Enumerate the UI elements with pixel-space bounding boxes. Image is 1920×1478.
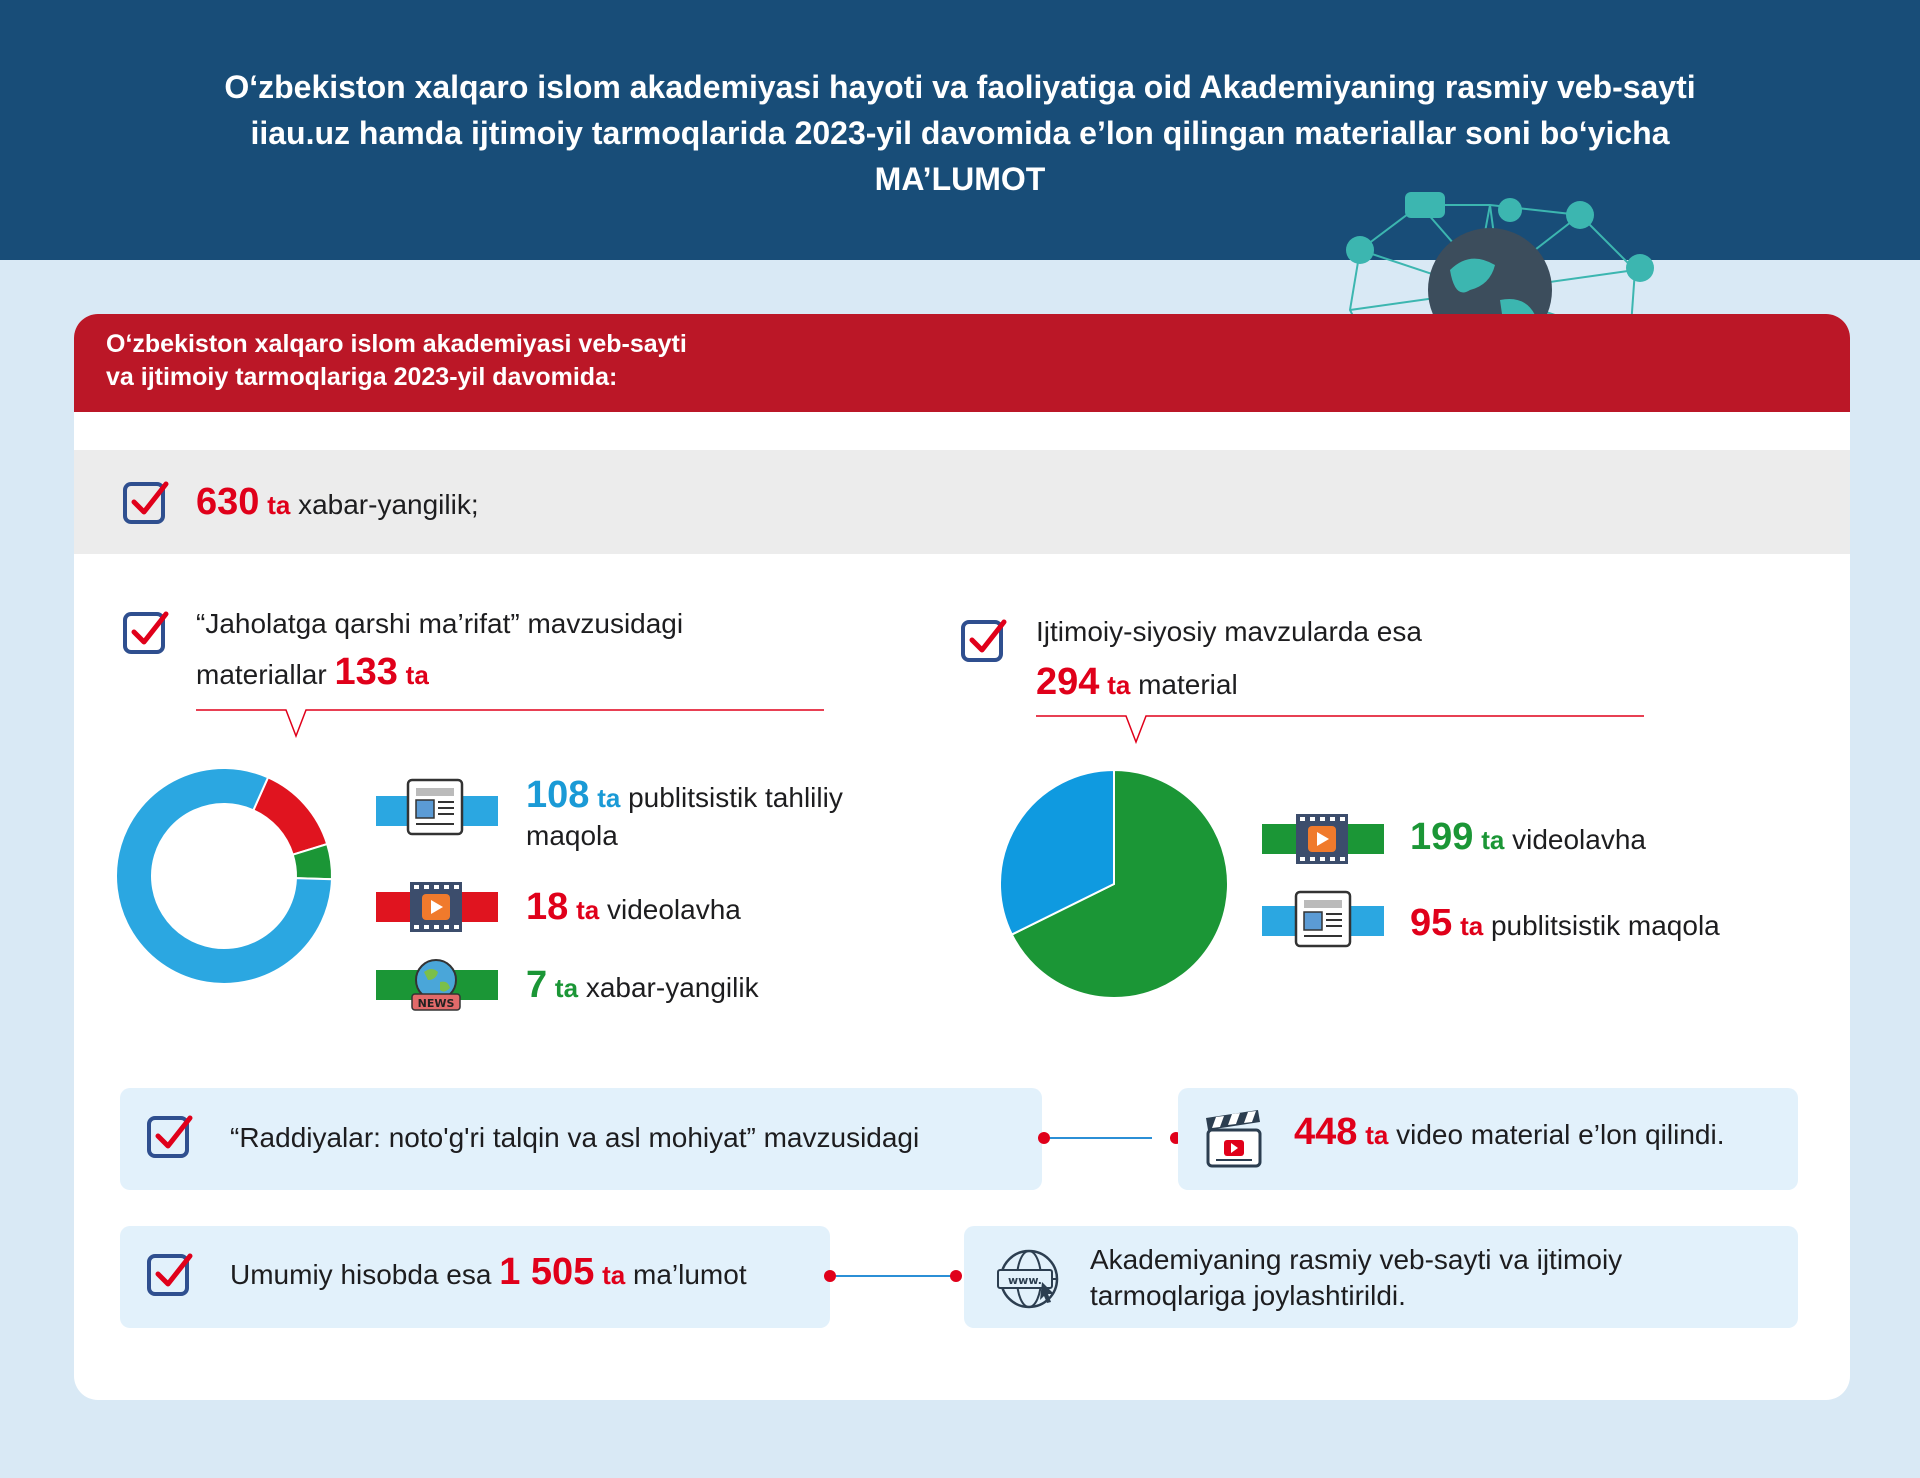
jaholat-prefix: materiallar xyxy=(196,659,327,690)
news-total-number: 630 xyxy=(196,481,260,523)
video-result-text xyxy=(1294,1111,1725,1153)
pie-chart xyxy=(996,766,1232,1002)
website-result-text xyxy=(1090,1242,1770,1314)
donut-chart xyxy=(114,766,334,986)
legend-r2-number: 95 xyxy=(1410,902,1453,944)
ijtimoiy-unit: ta xyxy=(1107,670,1131,700)
jaholat-text-line-1: “Jaholatga qarshi ma’rifat” mavzusidagi xyxy=(196,608,684,639)
title-line-1: O‘zbekiston xalqaro islom akademiyasi hayoti va faoliyatiga oid Akademiyaning rasmiy veb-sayti xyxy=(224,69,1696,105)
legend-3-label: xabar-yangilik xyxy=(585,972,759,1003)
video-result-pill xyxy=(1178,1088,1798,1190)
card-header-line-2: va ijtimoiy tarmoqlariga 2023-yil davomida: xyxy=(106,363,618,391)
legend-3-number: 7 xyxy=(526,964,548,1006)
legend-1-label: publitsistik tahliliy xyxy=(628,782,843,813)
checkbox-icon xyxy=(146,1112,196,1162)
connector-dot xyxy=(824,1270,836,1282)
legend-r1-number: 199 xyxy=(1410,816,1474,858)
website-result-pill xyxy=(964,1226,1798,1328)
title-line-2: iiau.uz hamda ijtimoiy tarmoqlarida 2023-yil davomida e’lon qilingan materiallar soni bo‘yicha xyxy=(250,115,1670,151)
checkbox-icon xyxy=(122,608,172,658)
callout-underline xyxy=(1036,714,1646,744)
umumiy-pill xyxy=(120,1226,830,1328)
legend-item-right-2 xyxy=(1410,904,1720,945)
jaholat-number: 133 xyxy=(334,651,398,693)
callout-underline xyxy=(196,708,826,738)
news-total-row xyxy=(74,450,1850,554)
connector-dot xyxy=(950,1270,962,1282)
card-header-line-1: O‘zbekiston xalqaro islom akademiyasi veb-sayti xyxy=(106,330,687,358)
legend-2-number: 18 xyxy=(526,886,569,928)
legend-r1-label: videolavha xyxy=(1512,824,1646,855)
news-label: NEWS xyxy=(417,997,455,1010)
legend-1-number: 108 xyxy=(526,774,590,816)
www-globe-icon xyxy=(996,1246,1062,1312)
video-film-icon xyxy=(1294,812,1350,866)
ijtimoiy-text-line-1: Ijtimoiy-siyosiy mavzularda esa xyxy=(1036,616,1422,647)
legend-item-2 xyxy=(526,888,741,929)
legend-3-unit: ta xyxy=(554,973,579,1003)
umumiy-number: 1 505 xyxy=(499,1251,595,1293)
umumiy-prefix: Umumiy hisobda esa xyxy=(230,1259,492,1290)
raddiyalar-text: “Raddiyalar: noto'g'ri talqin va asl mohiyat” mavzusidagi xyxy=(230,1122,920,1153)
connector-line xyxy=(836,1275,952,1277)
legend-1-unit: ta xyxy=(597,783,621,813)
legend-r2-unit: ta xyxy=(1460,911,1484,941)
legend-item-3 xyxy=(526,966,759,1007)
ijtimoiy-suffix: material xyxy=(1138,669,1238,700)
checkbox-icon xyxy=(122,478,172,528)
legend-item-right-1 xyxy=(1410,818,1646,859)
connector-dot xyxy=(1038,1132,1050,1144)
card-header xyxy=(74,314,1850,412)
checkbox-icon xyxy=(146,1250,196,1300)
umumiy-suffix: ma’lumot xyxy=(633,1259,747,1290)
legend-r1-unit: ta xyxy=(1481,825,1505,855)
legend-r2-label: publitsistik maqola xyxy=(1490,910,1720,941)
jaholat-text-line-2 xyxy=(196,651,429,693)
umumiy-result-line-1: Akademiyaning rasmiy veb-sayti va ijtimoiy xyxy=(1090,1244,1623,1275)
raddiyalar-unit: ta xyxy=(1365,1120,1389,1150)
ijtimoiy-number: 294 xyxy=(1036,661,1100,703)
globe-news-icon xyxy=(408,956,464,1014)
checkbox-icon xyxy=(960,616,1010,666)
legend-1-label-2: maqola xyxy=(526,820,618,851)
umumiy-unit: ta xyxy=(602,1260,626,1290)
umumiy-result-line-2: tarmoqlariga joylashtirildi. xyxy=(1090,1280,1406,1311)
umumiy-text xyxy=(230,1251,747,1293)
news-total-label: xabar-yangilik; xyxy=(298,489,479,520)
legend-item-1 xyxy=(526,776,906,855)
connector-line xyxy=(1050,1137,1152,1139)
newspaper-icon xyxy=(404,776,466,838)
legend-2-label: videolavha xyxy=(606,894,741,925)
news-total-stat xyxy=(196,481,479,523)
newspaper-icon xyxy=(1292,888,1354,950)
title-line-3: MA’LUMOT xyxy=(874,161,1046,197)
ijtimoiy-text-line-2 xyxy=(1036,661,1238,703)
legend-2-unit: ta xyxy=(576,895,600,925)
raddiyalar-number: 448 xyxy=(1294,1111,1358,1153)
main-card xyxy=(74,314,1850,1400)
www-label: www. xyxy=(1008,1274,1042,1287)
news-total-unit: ta xyxy=(267,490,291,520)
video-film-icon xyxy=(408,880,464,934)
raddiyalar-result: video material e’lon qilindi. xyxy=(1396,1119,1725,1150)
jaholat-unit: ta xyxy=(405,660,429,690)
slice-videolavha xyxy=(253,777,327,854)
raddiyalar-pill xyxy=(120,1088,1042,1190)
clapperboard-icon xyxy=(1202,1108,1266,1172)
